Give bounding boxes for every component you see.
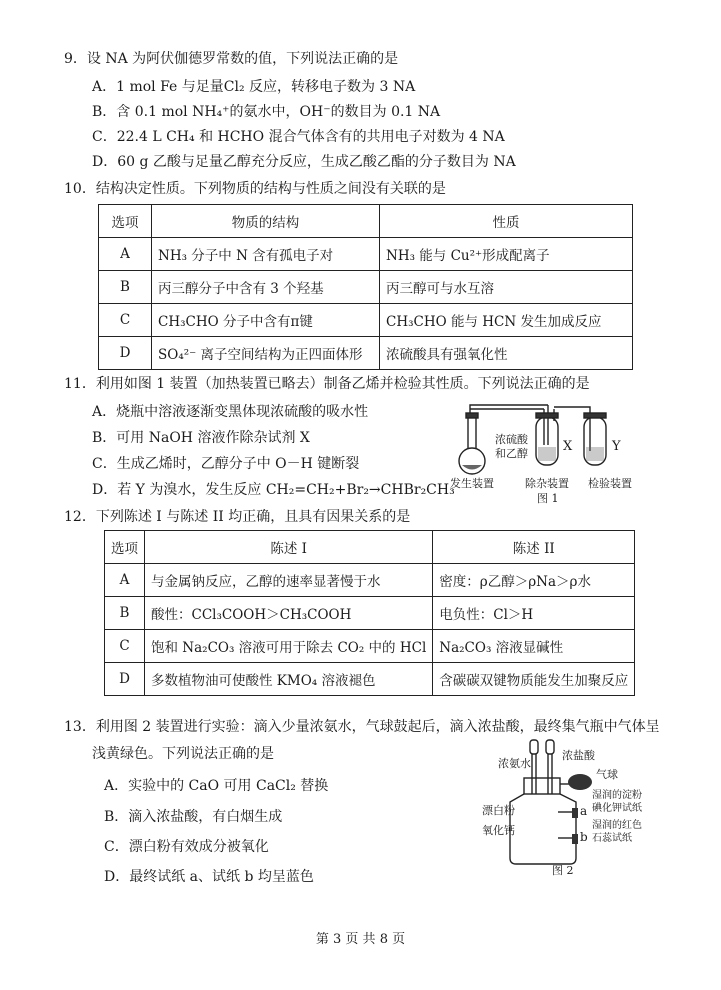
table-row [99, 271, 633, 304]
table-cell: A [105, 564, 145, 597]
paper-a-desc-1: 湿润的淀粉 [592, 790, 642, 801]
table-cell: SO₄²⁻ 离子空间结构为正四面体形 [152, 337, 380, 370]
table-row [99, 238, 633, 271]
q10-stem: 10．结构决定性质。下列物质的结构与性质之间没有关联的是 [64, 181, 446, 197]
table-cell: D [105, 663, 145, 696]
table-header-row [105, 531, 635, 564]
table-header: 陈述 I [145, 531, 433, 564]
figure-2-title: 图 2 [552, 864, 574, 877]
q9-stem: 9．设 NA 为阿伏伽德罗常数的值，下列说法正确的是 [64, 51, 399, 67]
table-cell: 饱和 Na₂CO₃ 溶液可用于除去 CO₂ 中的 HCl [145, 630, 433, 663]
page-footer: 第 3 页 共 8 页 [315, 932, 406, 947]
paper-b-label: b [580, 830, 588, 844]
table-header: 陈述 II [433, 531, 635, 564]
q9-option-a: A．1 mol Fe 与足量Cl₂ 反应，转移电子数为 3 NA [92, 79, 416, 95]
table-row [105, 630, 635, 663]
reagent-label-2: 和乙醇 [495, 447, 528, 460]
x-label: X [563, 439, 573, 454]
table-cell: A [99, 238, 152, 271]
table-cell: 丙三醇可与水互溶 [380, 271, 633, 304]
table-row [105, 663, 635, 696]
table-row [99, 304, 633, 337]
table-cell: Na₂CO₃ 溶液显碱性 [433, 630, 635, 663]
paper-b-desc-2: 石蕊试纸 [592, 833, 632, 844]
q11-option-c: C．生成乙烯时，乙醇分子中 O－H 键断裂 [92, 456, 360, 472]
q9-option-d: D．60 g 乙酸与足量乙醇充分反应，生成乙酸乙酯的分子数目为 NA [92, 154, 516, 170]
table-cell: D [99, 337, 152, 370]
caption-purifier: 除杂装置 [525, 477, 569, 490]
table-row [99, 337, 633, 370]
paper-a-label: a [580, 804, 588, 818]
q12-stem: 12．下列陈述 I 与陈述 II 均正确，且具有因果关系的是 [64, 509, 411, 525]
label-calcium-oxide: 氧化钙 [482, 824, 515, 837]
table-header: 性质 [380, 205, 633, 238]
q11-stem: 11．利用如图 1 装置（加热装置已略去）制备乙烯并检验其性质。下列说法正确的是 [64, 376, 590, 392]
table-header: 选项 [99, 205, 152, 238]
table-cell: C [105, 630, 145, 663]
table-cell: 含碳碳双键物质能发生加聚反应 [433, 663, 635, 696]
table-cell: 酸性：CCl₃COOH＞CH₃COOH [145, 597, 433, 630]
table-header: 物质的结构 [152, 205, 380, 238]
label-balloon: 气球 [596, 768, 618, 781]
y-label: Y [612, 439, 621, 454]
q11-option-b: B．可用 NaOH 溶液作除杂试剂 X [92, 430, 310, 446]
figure-1-apparatus [440, 395, 640, 510]
caption-generator: 发生装置 [450, 477, 494, 490]
table-cell: CH₃CHO 能与 HCN 发生加成反应 [380, 304, 633, 337]
table-cell: C [99, 304, 152, 337]
paper-a-desc-2: 碘化钾试纸 [592, 803, 642, 814]
table-cell: 密度：ρ乙醇＞ρNa＞ρ水 [433, 564, 635, 597]
label-bleaching-powder: 漂白粉 [482, 804, 515, 817]
q13-stem-line1: 13．利用图 2 装置进行实验：滴入少量浓氨水，气球鼓起后，滴入浓盐酸，最终集气瓶中气体呈 [64, 719, 660, 735]
q9-option-b: B．含 0.1 mol NH₄⁺的氨水中，OH⁻的数目为 0.1 NA [92, 104, 441, 120]
table-cell: 浓硫酸具有强氧化性 [380, 337, 633, 370]
q13-stem-line2: 浅黄绿色。下列说法正确的是 [92, 746, 274, 762]
reagent-label-1: 浓硫酸 [495, 433, 528, 446]
table-cell: NH₃ 能与 Cu²⁺形成配离子 [380, 238, 633, 271]
q13-option-b: B．滴入浓盐酸，有白烟生成 [104, 809, 283, 825]
table-cell: 多数植物油可使酸性 KMO₄ 溶液褪色 [145, 663, 433, 696]
table-cell: B [99, 271, 152, 304]
table-header: 选项 [105, 531, 145, 564]
table-row [105, 564, 635, 597]
table-cell: 与金属钠反应，乙醇的速率显著慢于水 [145, 564, 433, 597]
table-cell: B [105, 597, 145, 630]
q13-option-c: C．漂白粉有效成分被氧化 [104, 839, 269, 855]
paper-b-desc-1: 湿润的红色 [592, 820, 642, 831]
table-cell: 丙三醇分子中含有 3 个羟基 [152, 271, 380, 304]
q13-option-d: D．最终试纸 a、试纸 b 均呈蓝色 [104, 869, 314, 885]
label-conc-hcl: 浓盐酸 [562, 749, 595, 762]
q9-option-c: C．22.4 L CH₄ 和 HCHO 混合气体含有的共用电子对数为 4 NA [92, 129, 505, 145]
table-cell: CH₃CHO 分子中含有π键 [152, 304, 380, 337]
figure-2-apparatus [480, 738, 650, 878]
label-conc-ammonia: 浓氨水 [498, 757, 531, 770]
figure-1-title: 图 1 [537, 492, 559, 505]
table-row [105, 597, 635, 630]
q13-option-a: A．实验中的 CaO 可用 CaCl₂ 替换 [104, 778, 329, 794]
q11-option-d: D．若 Y 为溴水，发生反应 CH₂=CH₂+Br₂→CHBr₂CH₃ [92, 482, 455, 498]
caption-tester: 检验装置 [588, 477, 632, 490]
table-cell: NH₃ 分子中 N 含有孤电子对 [152, 238, 380, 271]
q11-option-a: A．烧瓶中溶液逐渐变黑体现浓硫酸的吸水性 [92, 404, 369, 420]
table-header-row [99, 205, 633, 238]
q10-table [98, 204, 633, 370]
table-cell: 电负性：Cl＞H [433, 597, 635, 630]
q12-table [104, 530, 635, 696]
